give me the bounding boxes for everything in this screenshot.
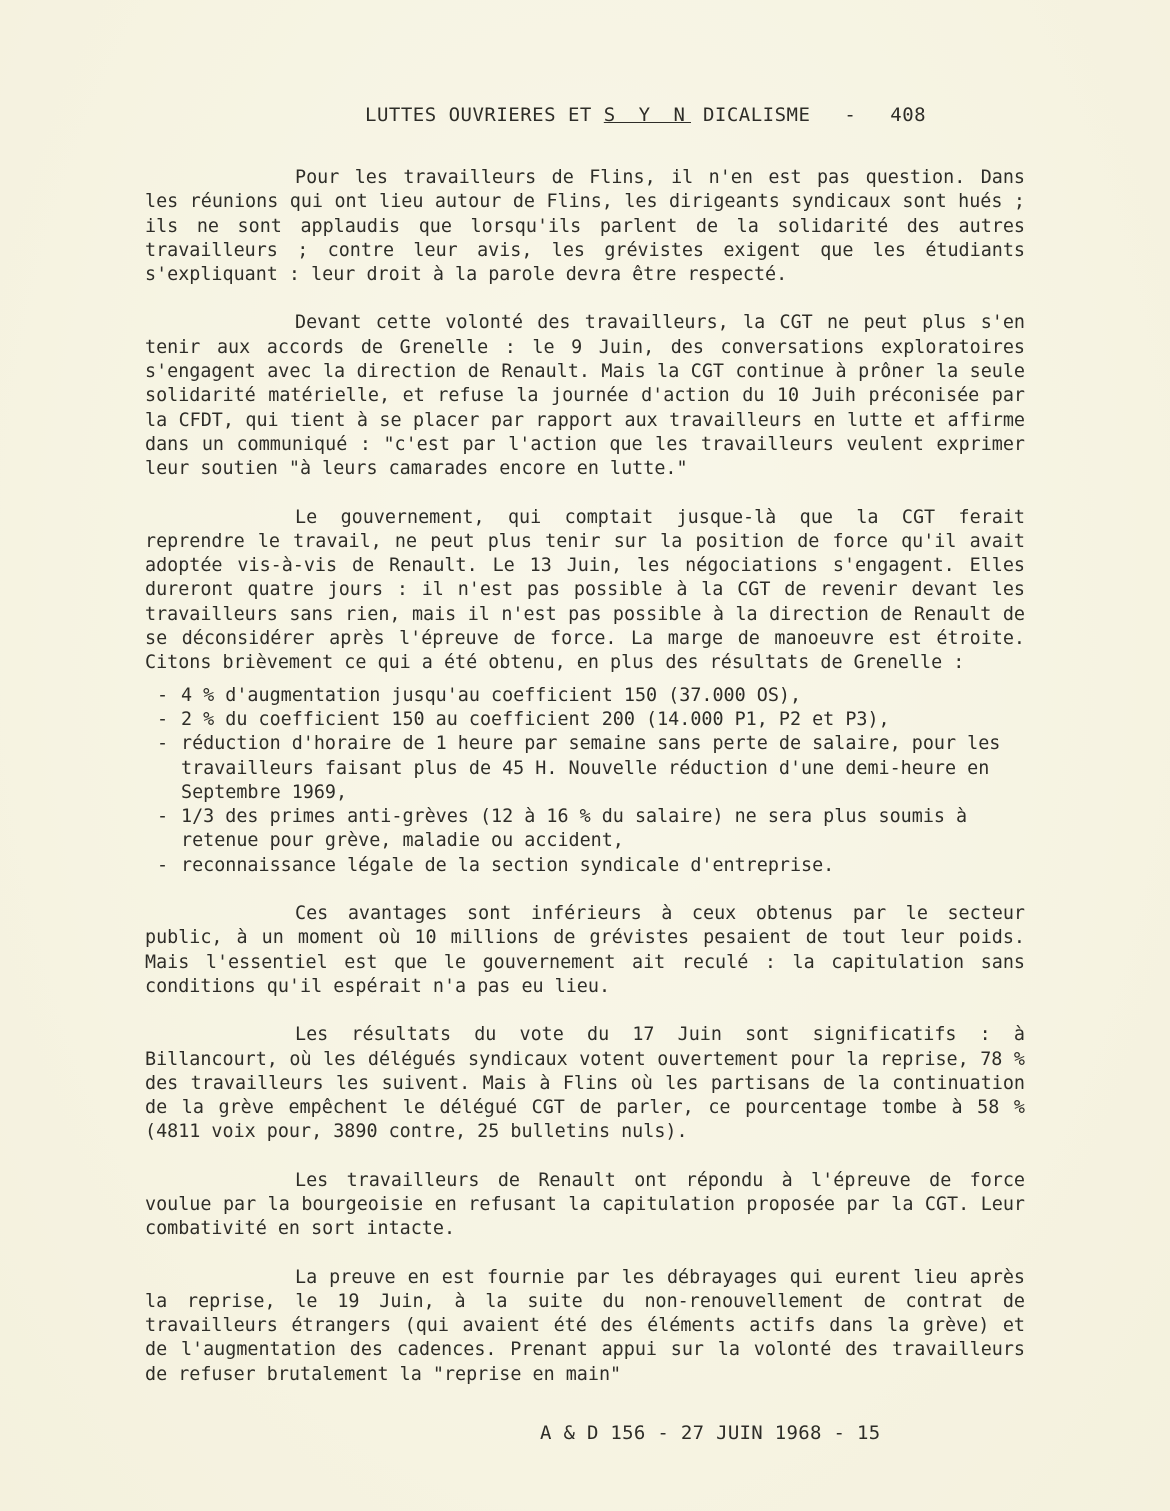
- header-title-part3: DICALISME: [702, 104, 811, 126]
- paragraph-1: Pour les travailleurs de Flins, il n'en est pas question. Dans les réunions qui ont lieu autour de Flins, les dirigeants syndicaux sont hués ; ils ne sont applaudis que lorsqu'ils parlent de la solidarité des autres travailleurs ; contre leur avis, les grévistes exigent que les étudiants s'expliquant : leur droit à la parole devra être respecté.: [145, 167, 1025, 286]
- paragraph-6: Les travailleurs de Renault ont répondu à l'épreuve de force voulue par la bourgeoisie en refusant la capitulation proposée par la CGT. Leur combativité en sort intacte.: [145, 1169, 1025, 1240]
- paragraph-4: Ces avantages sont inférieurs à ceux obtenus par le secteur public, à un moment où 10 millions de grévistes pesaient de tout leur poids. Mais l'essentiel est que le gouvernement ait reculé : la capitulation sans conditions qu'il espérait n'a pas eu lieu.: [145, 903, 1025, 997]
- document-body: [145, 166, 1025, 1411]
- paragraph-2: Devant cette volonté des travailleurs, la CGT ne peut plus s'en tenir aux accords de Grenelle : le 9 Juin, des conversations exploratoires s'engagent avec la direction de Renault. Mais la CGT continue à prôner la seule solidarité matérielle, et refuse la journée d'action du 10 Juih préconisée par la CFDT, qui tient à se placer par rapport aux travailleurs en lutte et affirme dans un communiqué : "c'est par l'action que les travailleurs veulent exprimer leur soutien "à leurs camarades encore en lutte.": [145, 312, 1025, 480]
- results-list: [145, 684, 1025, 878]
- list-item: - reconnaissance légale de la section syndicale d'entreprise.: [145, 854, 1025, 878]
- header-title-part1: LUTTES OUVRIERES ET: [365, 104, 592, 126]
- page-footer: A & D 156 - 27 JUIN 1968 - 15: [540, 1422, 881, 1444]
- list-item: - réduction d'horaire de 1 heure par semaine sans perte de salaire, pour les travailleurs faisant plus de 45 H. Nouvelle réduction d'une demi-heure en Septembre 1969,: [145, 732, 1025, 805]
- list-item: - 1/3 des primes anti-grèves (12 à 16 % du salaire) ne sera plus soumis à retenue pour grève, maladie ou accident,: [145, 805, 1025, 854]
- header-separator: -: [844, 104, 857, 126]
- header-title-syn: S Y N: [603, 104, 691, 126]
- page-header: [365, 104, 926, 126]
- list-item: - 2 % du coefficient 150 au coefficient 200 (14.000 P1, P2 et P3),: [145, 708, 1025, 732]
- paragraph-3: Le gouvernement, qui comptait jusque-là que la CGT ferait reprendre le travail, ne peut plus tenir sur la position de force qu'il avait adoptée vis-à-vis de Renault. Le 13 Juin, les négociations s'engagent. Elles dureront quatre jours : il n'est pas possible à la CGT de revenir devant les travailleurs sans rien, mais il n'est pas possible à la direction de Renault de se déconsidérer après l'épreuve de force. La marge de manoeuvre est étroite. Citons brièvement ce qui a été obtenu, en plus des résultats de Grenelle :: [145, 506, 1025, 674]
- list-item: - 4 % d'augmentation jusqu'au coefficient 150 (37.000 OS),: [145, 684, 1025, 708]
- paragraph-7: La preuve en est fournie par les débrayages qui eurent lieu après la reprise, le 19 Juin, à la suite du non-renouvellement de contrat de travailleurs étrangers (qui avaient été des éléments actifs dans la grève) et de l'augmentation des cadences. Prenant appui sur la volonté des travailleurs de refuser brutalement la "reprise en main": [145, 1266, 1025, 1385]
- paragraph-5: Les résultats du vote du 17 Juin sont significatifs : à Billancourt, où les délégués syndicaux votent ouvertement pour la reprise, 78 % des travailleurs les suivent. Mais à Flins où les partisans de la continuation de la grève empêchent le délégué CGT de parler, ce pourcentage tombe à 58 % (4811 voix pour, 3890 contre, 25 bulletins nuls).: [145, 1024, 1025, 1143]
- page-number: 408: [890, 104, 927, 126]
